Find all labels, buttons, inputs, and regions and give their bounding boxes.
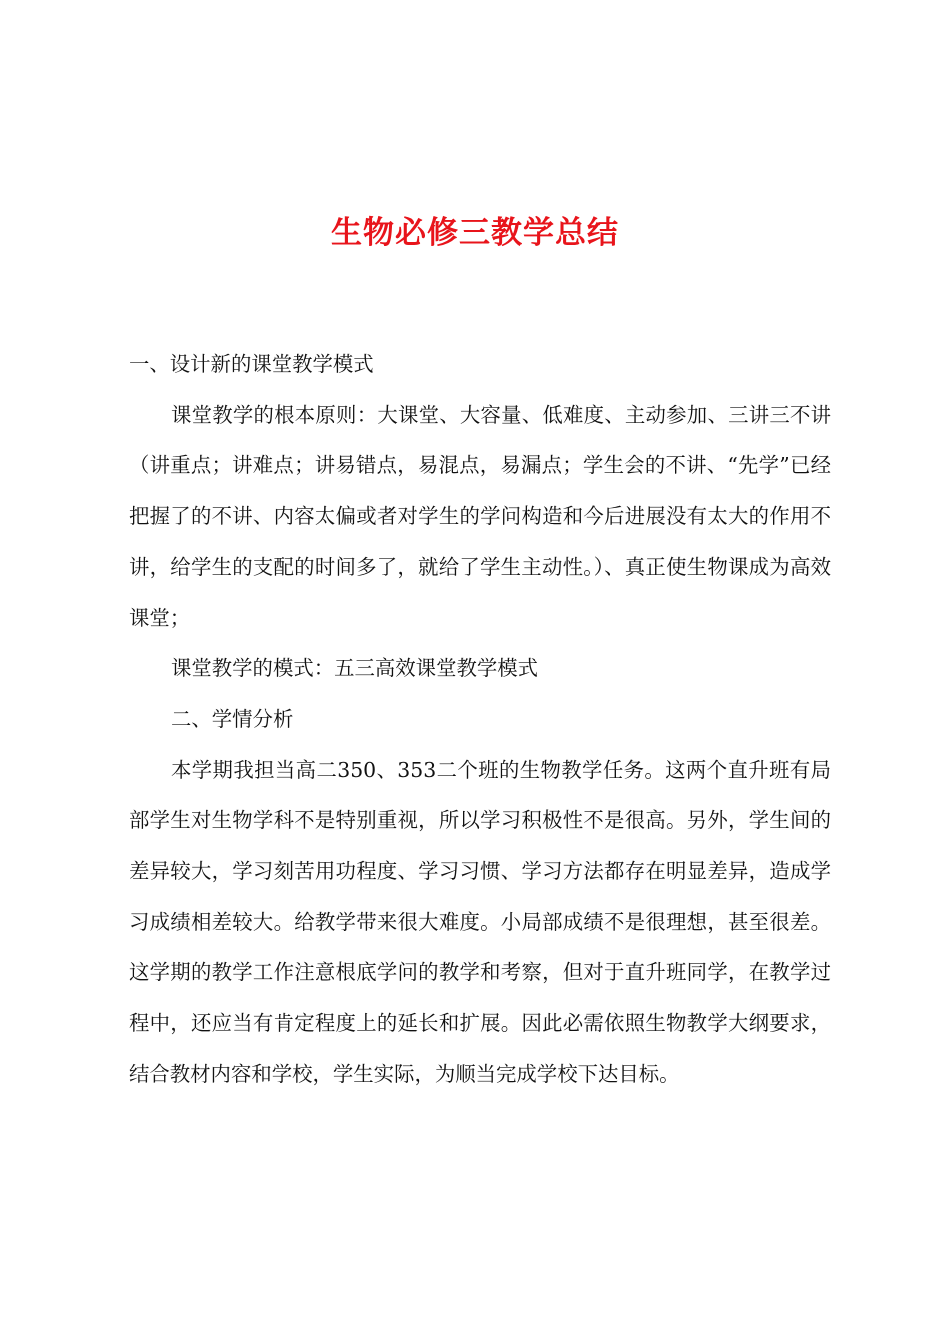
section-heading-2: 二、学情分析 xyxy=(171,706,294,731)
paragraph-principles: 课堂教学的根本原则：大课堂、大容量、低难度、主动参加、三讲三不讲（讲重点；讲难点；讲易错点，易混点，易漏点；学生会的不讲、“先学”已经把握了的不讲、内容太偏或者对学生的学问构造和今后进展没有太大的作用不讲，给学生的支配的时间多了，就给了学生主动性。）、真正使生物课成为高效课堂； xyxy=(129,402,831,630)
paragraph-mode: 课堂教学的模式：五三高效课堂教学模式 xyxy=(171,656,539,681)
document-title: 生物必修三教学总结 xyxy=(331,215,619,251)
document-body xyxy=(129,339,831,1100)
section-heading-1: 一、设计新的课堂教学模式 xyxy=(129,352,374,376)
paragraph-analysis: 本学期我担当高二350、353二个班的生物教学任务。这两个直升班有局部学生对生物学科不是特别重视，所以学习积极性不是很高。另外，学生间的差异较大，学习刻苦用功程度、学习习惯、学习方法都存在明显差异，造成学习成绩相差较大。给教学带来很大难度。小局部成绩不是很理想，甚至很差。这学期的教学工作注意根底学问的教学和考察，但对于直升班同学，在教学过程中，还应当有肯定程度上的延长和扩展。因此必需依照生物教学大纲要求，结合教材内容和学校，学生实际，为顺当完成学校下达目标。 xyxy=(129,757,831,1086)
